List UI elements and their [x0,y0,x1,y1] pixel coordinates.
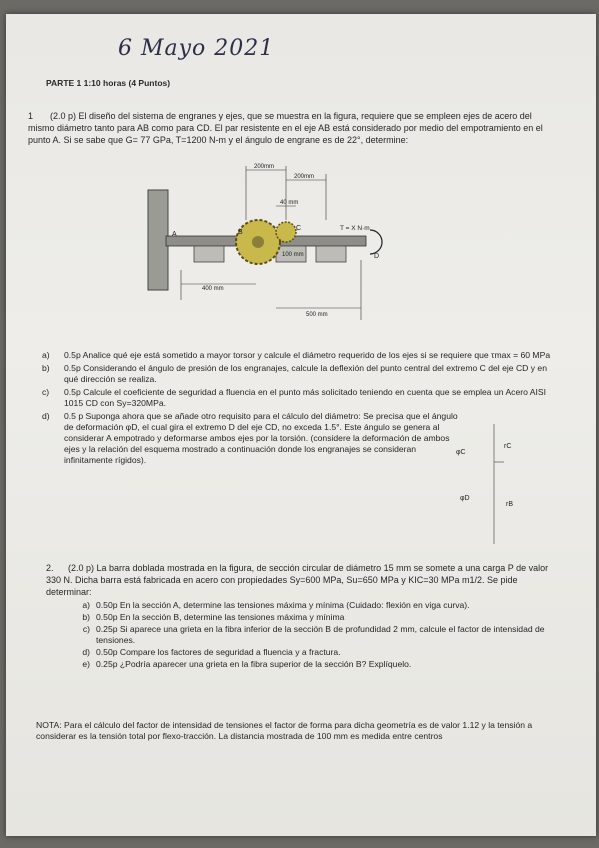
exam-sheet [6,14,596,836]
question-2-number: 2. [46,563,54,573]
part-header: PARTE 1 1:10 horas (4 Puntos) [46,78,171,88]
question-1-text: (2.0 p) El diseño del sistema de engranes y ejes, que se muestra en la figura, requiere que se empleen ejes de acero del mismo diámetro tanto para AB como para CD. El par resistente en el eje AB está considerado por medio del empotramiento en el punto A. Si se sabe que G= 77 GPa, T=1200 N-m y el ángulo de engrane es de 22°, determine: [28,111,543,145]
point-a: A [172,231,177,238]
question-2-items [68,600,556,670]
question-2-item-d: d) 0.50p Compare los factores de seguridad a fluencia y a fractura. [82,647,341,657]
dim-500: 500 mm [306,312,328,318]
point-d: D [374,253,380,260]
rc-label: rC [504,443,512,450]
question-1-item-c: c) 0.5p Calcule el coeficiente de seguridad a fluencia en el punto más solicitado teniendo en cuenta que se emplea un Acero AISI 1015 CD con Sy=320MPa. [42,387,547,408]
phi-d-label: φD [460,495,470,502]
question-2 [46,562,556,671]
point-b: B [238,229,243,236]
question-1 [28,110,548,146]
question-1-number: 1 [28,111,34,121]
handwritten-date: 6 Mayo 2021 [118,36,275,61]
question-2-item-a: a) 0.50p En la sección A, determine las tensiones máxima y mínima (Cuidado: flexión en viga curva). [82,600,470,610]
question-1-item-a: a) 0.5p Analice qué eje está sometido a mayor torsor y calcule el diámetro requerido de los ejes si se requiere que τmax = 60 MPa [42,350,551,360]
question-2-text: (2.0 p) La barra doblada mostrada en la figura, de sección circular de diámetro 15 mm se somete a una carga P de valor 330 N. Dicha barra está fabricada en acero con propiedades Sy=600 MPa, Su=650 MPa y KIC=30 MPa m1/2. Se pide determinar: [46,563,549,597]
gear-shaft-figure [146,160,396,330]
question-1-item-b: b) 0.5p Considerando el ángulo de presión de los engranajes, calcule la deflexión del punto central del extremo C del eje CD y en qué dirección se realiza. [42,363,547,384]
note: NOTA: Para el cálculo del factor de intensidad de tensiones el factor de forma para dicha geometría es de valor 1.12 y la tensión a considerar es la tensión total por flexo-tracción. La distancia mostrada de 100 mm es medida entre centros [36,720,533,741]
question-2-item-e: e) 0.25p ¿Podría aparecer una grieta en la fibra superior de la sección B? Explíquelo. [82,659,412,669]
question-1-item-d: d) 0.5 p Suponga ahora que se añade otro requisito para el cálculo del diámetro: Se precisa que el ángulo de deformación φD, el cual gira el extremo D del eje CD, no exceda 1.5°. Este ángulo se genera al considerar A empotrado y deformarse ambos ejes por la torsión. (considere la deformación de ambos ejes y la relación del esquema mostrado a continuación donde los engranajes se consideran infinitamente rígidos). [42,411,458,465]
point-c: C [296,225,302,232]
dim-40: 40 mm [280,200,299,206]
question-2-item-c: c) 0.25p Si aparece una grieta en la fibra inferior de la sección B de profundidad 2 mm, calcule el factor de intensidad de tensiones. [82,624,545,645]
dim-400: 400 mm [202,286,224,292]
dim-200a: 200mm [254,164,275,170]
dim-100: 100 mm [282,252,304,258]
question-2-item-b: b) 0.50p En la sección B, determine las tensiones máxima y mínima [82,612,345,622]
rotation-scheme-figure [446,424,546,544]
rb-label: rB [506,501,513,508]
dim-200b: 200mm [294,174,315,180]
phi-c-label: φC [456,449,466,456]
torque-label: T = X N·m [340,225,370,232]
